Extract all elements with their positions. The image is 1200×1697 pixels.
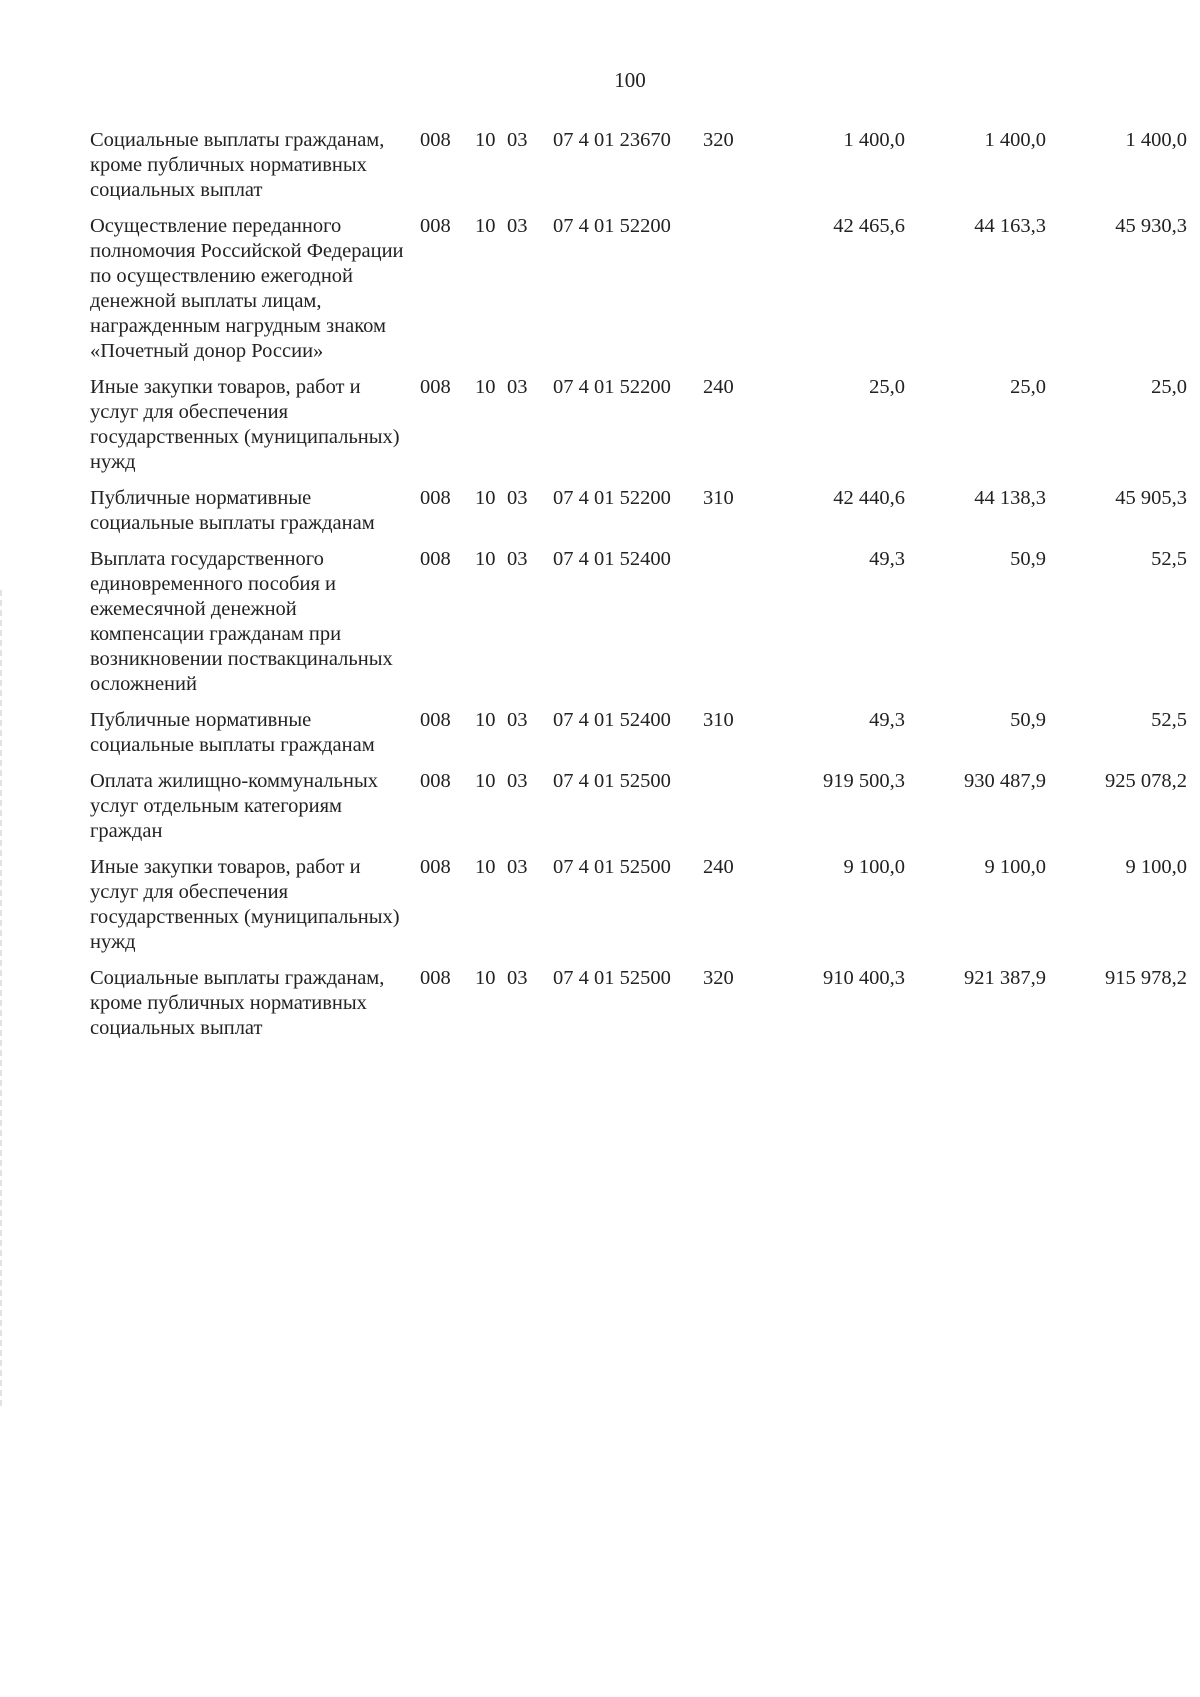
row-sum-year-3: 9 100,0 [1125, 856, 1187, 878]
row-csr: 07 4 01 52400 [553, 548, 671, 570]
row-vr [703, 214, 755, 375]
row-sum-year-1: 42 440,6 [833, 487, 905, 509]
row-vr: 310 [703, 487, 734, 509]
row-sum-year-2: 25,0 [1010, 376, 1046, 398]
row-sum-year-1: 25,0 [869, 376, 905, 398]
row-pr: 03 [507, 709, 528, 731]
table-row [90, 128, 1187, 214]
row-ved: 008 [420, 129, 451, 151]
row-name: Иные закупки товаров, работ и услуг для обеспечения государственных (муниципальных) нужд [90, 856, 400, 953]
row-pr: 03 [507, 376, 528, 398]
row-name: Оплата жилищно-коммунальных услуг отдельным категориям граждан [90, 770, 378, 842]
table-row [90, 375, 1187, 486]
row-csr: 07 4 01 52500 [553, 967, 671, 989]
row-sum-year-3: 45 905,3 [1115, 487, 1187, 509]
row-pr: 03 [507, 770, 528, 792]
row-rz: 10 [475, 967, 496, 989]
row-vr: 310 [703, 709, 734, 731]
row-csr: 07 4 01 52200 [553, 376, 671, 398]
scan-edge-artifact [0, 590, 2, 1410]
row-sum-year-3: 45 930,3 [1115, 215, 1187, 237]
row-sum-year-3: 925 078,2 [1105, 770, 1187, 792]
budget-table-body [90, 128, 1187, 1041]
row-sum-year-1: 49,3 [869, 548, 905, 570]
row-name: Публичные нормативные социальные выплаты гражданам [90, 709, 375, 756]
table-row [90, 547, 1187, 708]
row-sum-year-2: 44 138,3 [974, 487, 1046, 509]
table-row [90, 214, 1187, 375]
row-csr: 07 4 01 52400 [553, 709, 671, 731]
row-vr [703, 547, 755, 708]
row-rz: 10 [475, 376, 496, 398]
row-sum-year-3: 1 400,0 [1125, 129, 1187, 151]
row-vr: 320 [703, 967, 734, 989]
row-csr: 07 4 01 52500 [553, 770, 671, 792]
row-ved: 008 [420, 967, 451, 989]
row-name-cell [90, 769, 420, 855]
row-sum-year-2: 50,9 [1010, 548, 1046, 570]
row-rz: 10 [475, 856, 496, 878]
row-sum-year-2: 44 163,3 [974, 215, 1046, 237]
row-name: Осуществление переданного полномочия Российской Федерации по осуществлению ежегодной денежной выплаты лицам, награжденным нагрудным знаком «Почетный донор России» [90, 215, 404, 362]
row-csr: 07 4 01 52200 [553, 215, 671, 237]
row-rz: 10 [475, 548, 496, 570]
row-name-cell [90, 128, 420, 214]
row-sum-year-1: 9 100,0 [843, 856, 905, 878]
row-rz: 10 [475, 215, 496, 237]
row-ved: 008 [420, 548, 451, 570]
row-rz: 10 [475, 129, 496, 151]
row-csr: 07 4 01 52500 [553, 856, 671, 878]
row-rz: 10 [475, 487, 496, 509]
row-ved: 008 [420, 856, 451, 878]
row-vr [703, 769, 755, 855]
row-name: Выплата государственного единовременного пособия и ежемесячной денежной компенсации гражданам при возникновении поствакцинальных осложнений [90, 548, 393, 695]
row-name-cell [90, 855, 420, 966]
row-sum-year-1: 1 400,0 [843, 129, 905, 151]
row-pr: 03 [507, 129, 528, 151]
row-sum-year-1: 49,3 [869, 709, 905, 731]
row-rz: 10 [475, 709, 496, 731]
row-pr: 03 [507, 967, 528, 989]
row-csr: 07 4 01 23670 [553, 129, 671, 151]
row-vr: 240 [703, 376, 734, 398]
row-vr: 320 [703, 129, 734, 151]
page-number: 100 [614, 68, 646, 92]
row-vr: 240 [703, 856, 734, 878]
table-row [90, 708, 1187, 769]
table-row [90, 769, 1187, 855]
budget-table [90, 128, 1187, 1041]
row-rz: 10 [475, 770, 496, 792]
table-row [90, 486, 1187, 547]
row-sum-year-3: 52,5 [1151, 548, 1187, 570]
row-pr: 03 [507, 215, 528, 237]
row-sum-year-1: 910 400,3 [823, 967, 905, 989]
row-sum-year-2: 921 387,9 [964, 967, 1046, 989]
row-name-cell [90, 214, 420, 375]
row-name-cell [90, 966, 420, 1041]
table-row [90, 855, 1187, 966]
row-sum-year-2: 9 100,0 [984, 856, 1046, 878]
row-name-cell [90, 486, 420, 547]
row-ved: 008 [420, 215, 451, 237]
row-name: Иные закупки товаров, работ и услуг для обеспечения государственных (муниципальных) нужд [90, 376, 400, 473]
row-name-cell [90, 375, 420, 486]
row-ved: 008 [420, 487, 451, 509]
row-pr: 03 [507, 856, 528, 878]
row-sum-year-2: 930 487,9 [964, 770, 1046, 792]
row-sum-year-2: 1 400,0 [984, 129, 1046, 151]
row-sum-year-3: 915 978,2 [1105, 967, 1187, 989]
row-pr: 03 [507, 487, 528, 509]
row-name-cell [90, 547, 420, 708]
row-sum-year-3: 25,0 [1151, 376, 1187, 398]
row-pr: 03 [507, 548, 528, 570]
table-row [90, 966, 1187, 1041]
row-ved: 008 [420, 376, 451, 398]
row-sum-year-2: 50,9 [1010, 709, 1046, 731]
row-ved: 008 [420, 709, 451, 731]
row-name-cell [90, 708, 420, 769]
row-ved: 008 [420, 770, 451, 792]
row-csr: 07 4 01 52200 [553, 487, 671, 509]
row-name: Социальные выплаты гражданам, кроме публичных нормативных социальных выплат [90, 129, 385, 201]
row-sum-year-1: 42 465,6 [833, 215, 905, 237]
row-name: Публичные нормативные социальные выплаты гражданам [90, 487, 375, 534]
row-sum-year-3: 52,5 [1151, 709, 1187, 731]
row-name: Социальные выплаты гражданам, кроме публичных нормативных социальных выплат [90, 967, 385, 1039]
row-sum-year-1: 919 500,3 [823, 770, 905, 792]
